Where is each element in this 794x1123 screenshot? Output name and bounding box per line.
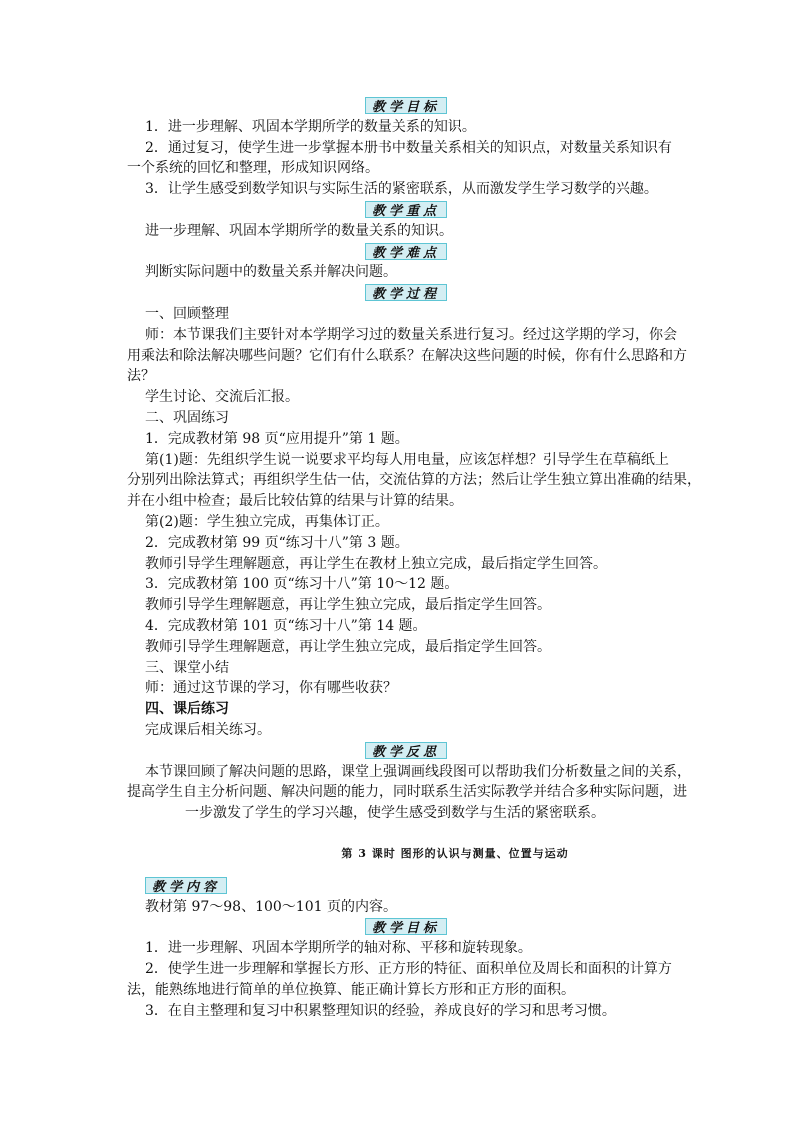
goal-line-3: 一个系统的回忆和整理，形成知识网络。 — [127, 160, 379, 177]
process-line: 用乘法和除法解决哪些问题？它们有什么联系？在解决这些问题的时候，你有什么思路和方 — [127, 347, 687, 364]
goals2-heading-row — [145, 917, 675, 938]
process-line: 第(2)题：学生独立完成，再集体订正。 — [145, 513, 389, 530]
reflection-heading-row — [145, 741, 675, 762]
process-line: 1．完成教材第 98 页“应用提升”第 1 题。 — [145, 430, 409, 447]
reflection-line: 提高学生自主分析问题、解决问题的能力，同时联系生活实际教学并结合多种实际问题，进 — [127, 784, 687, 801]
content-heading-row — [145, 876, 675, 897]
reflection-line: 本节课回顾了解决问题的思路，课堂上强调画线段图可以帮助我们分析数量之间的关系， — [145, 763, 691, 780]
difficulty-text: 判断实际问题中的数量关系并解决问题。 — [145, 264, 397, 281]
goal2-line-4: 3．在自主整理和复习中积累整理知识的经验，养成良好的学习和思考习惯。 — [145, 1002, 616, 1019]
process-section-4: 四、课后练习 — [145, 701, 229, 718]
process-line: 法？ — [127, 368, 155, 385]
process-line: 教师引导学生理解题意，再让学生在教材上独立完成，最后指定学生回答。 — [145, 555, 607, 572]
process-line: 4．完成教材第 101 页“练习十八”第 14 题。 — [145, 617, 427, 634]
content-text: 教材第 97～98、100～101 页的内容。 — [145, 898, 397, 915]
section-tag-content: 教学内容 — [145, 877, 227, 894]
process-line: 学生讨论、交流后汇报。 — [145, 389, 299, 406]
process-line: 3．完成教材第 100 页“练习十八”第 10～12 题。 — [145, 576, 459, 593]
process-line: 2．完成教材第 99 页“练习十八”第 3 题。 — [145, 534, 409, 551]
process-section-1: 一、回顾整理 — [145, 305, 229, 322]
goals-heading-row — [145, 96, 675, 117]
process-heading-row — [145, 283, 675, 304]
process-line: 教师引导学生理解题意，再让学生独立完成，最后指定学生回答。 — [145, 597, 551, 614]
process-line: 教师引导学生理解题意，再让学生独立完成，最后指定学生回答。 — [145, 638, 551, 655]
process-line: 第(1)题：先组织学生说一说要求平均每人用电量，应该怎样想？引导学生在草稿纸上 — [145, 451, 669, 468]
goal2-line-1: 1．进一步理解、巩固本学期所学的轴对称、平移和旋转现象。 — [145, 940, 532, 957]
section-tag-key-points: 教学重点 — [365, 201, 447, 218]
section-tag-reflection: 教学反思 — [365, 742, 447, 759]
process-line: 并在小组中检查；最后比较估算的结果与计算的结果。 — [127, 493, 463, 510]
lesson-title: 第 3 课时 图形的认识与测量、位置与运动 — [341, 846, 569, 860]
section-tag-difficulties: 教学难点 — [365, 243, 447, 260]
process-line: 分别列出除法算式；再组织学生估一估，交流估算的方法；然后让学生独立算出准确的结果， — [127, 472, 701, 489]
key-point-text: 进一步理解、巩固本学期所学的数量关系的知识。 — [145, 222, 453, 239]
process-line: 师：通过这节课的学习，你有哪些收获？ — [145, 680, 397, 697]
goal2-line-2: 2．使学生进一步理解和掌握长方形、正方形的特征、面积单位及周长和面积的计算方 — [145, 961, 672, 978]
reflection-line: 一步激发了学生的学习兴趣，使学生感受到数学与生活的紧密联系。 — [185, 805, 605, 822]
process-section-3: 三、课堂小结 — [145, 659, 229, 676]
key-points-heading-row — [145, 200, 675, 221]
section-tag-goals: 教学目标 — [365, 97, 447, 114]
process-line: 师：本节课我们主要针对本学期学习过的数量关系进行复习。经过这学期的学习，你会 — [145, 326, 677, 343]
section-tag-goals-2: 教学目标 — [365, 918, 447, 935]
section-tag-process: 教学过程 — [365, 284, 447, 301]
process-line: 完成课后相关练习。 — [145, 721, 271, 738]
goal-line-4: 3．让学生感受到数学知识与实际生活的紧密联系，从而激发学生学习数学的兴趣。 — [145, 181, 658, 198]
lesson-plan-body — [127, 96, 701, 1021]
process-section-2: 二、巩固练习 — [145, 409, 229, 426]
goal2-line-3: 法，能熟练地进行简单的单位换算、能正确计算长方形和正方形的面积。 — [127, 981, 575, 998]
goal-line-2: 2．通过复习，使学生进一步掌握本册书中数量关系相关的知识点，对数量关系知识有 — [145, 139, 672, 156]
goal-line-1: 1．进一步理解、巩固本学期所学的数量关系的知识。 — [145, 118, 476, 135]
difficulties-heading-row — [145, 242, 675, 263]
